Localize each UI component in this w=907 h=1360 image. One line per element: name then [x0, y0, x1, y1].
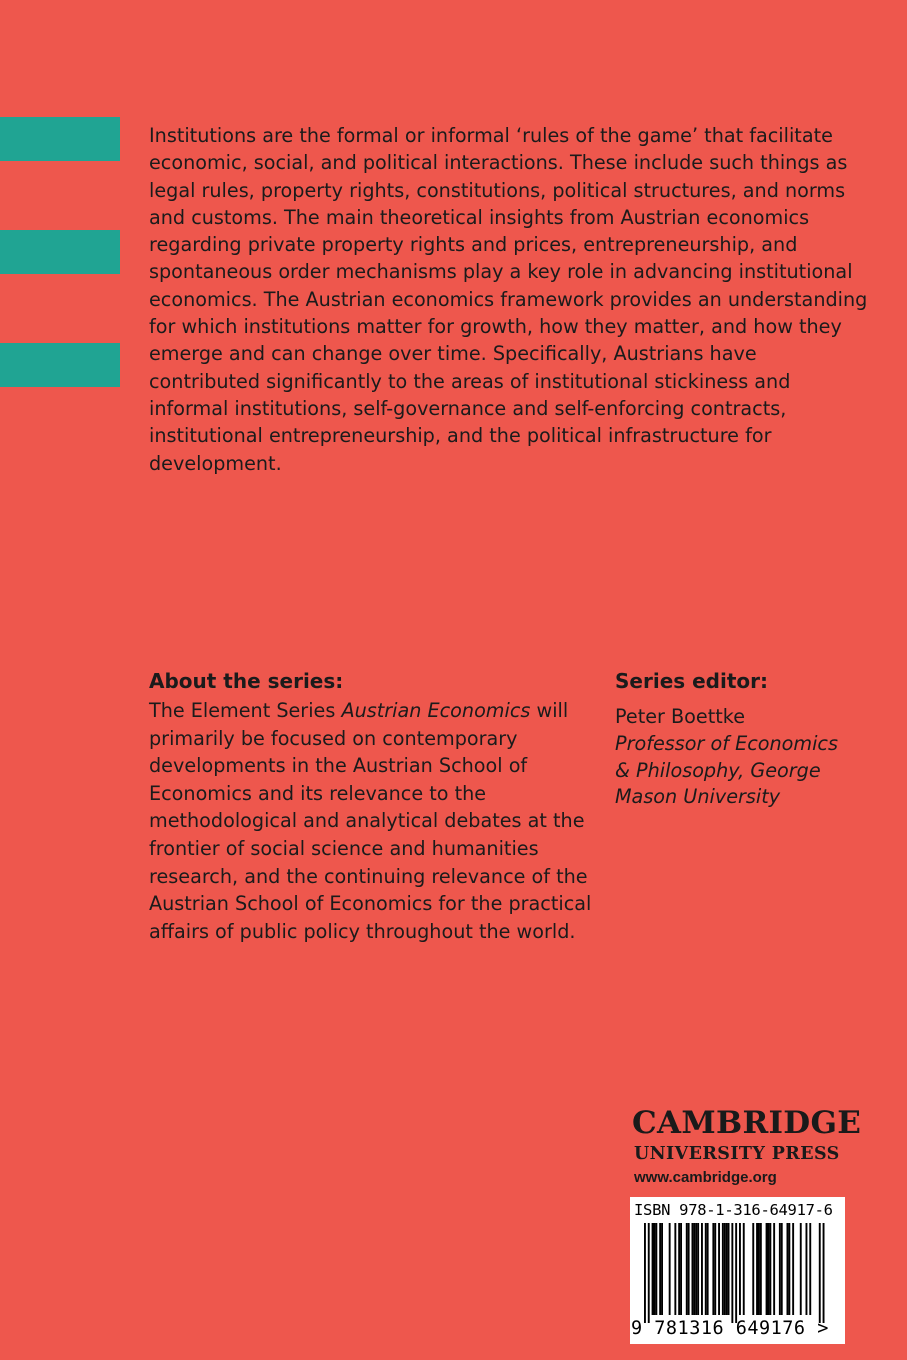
publisher-logo-subtitle: UNIVERSITY PRESS	[634, 1144, 840, 1164]
isbn-label: ISBN 978-1-316-64917-6	[634, 1201, 833, 1219]
barcode-bar	[688, 1223, 690, 1315]
barcode-bar	[648, 1223, 650, 1323]
barcode-bar	[678, 1223, 680, 1315]
barcode-bar	[768, 1223, 770, 1315]
book-blurb: Institutions are the formal or informal ‘rules of the game’ that facilitate economic, social, and political interactions. These include such things as legal rules, property rights, constitutions, political structures, and norms and customs. The main theoretical insights from Austrian economics regarding private property rights and prices, entrepreneurship, and spontaneous order mechanisms play a key role in advancing institutional economics. The Austrian economics framework provides an understanding for which institutions matter for growth, how they matter, and how they emerge and can change over time. Specifically, Austrians have contributed significantly to the areas of institutional stickiness and informal institutions, self-governance and self-enforcing contracts, institutional entrepreneurship, and the political infrastructure for development.	[149, 124, 868, 475]
barcode-bar	[792, 1223, 794, 1315]
accent-bar-middle	[0, 230, 120, 274]
barcode-bar	[800, 1223, 802, 1315]
barcode-bar	[731, 1223, 733, 1323]
barcode-bar	[760, 1223, 762, 1315]
barcode-bar	[693, 1223, 695, 1315]
barcode-bar	[701, 1223, 703, 1315]
barcode-bar	[661, 1223, 663, 1315]
barcode-bar	[652, 1223, 654, 1315]
barcode-bar	[752, 1223, 754, 1315]
about-series-heading: About the series:	[149, 669, 344, 693]
barcode-bar	[674, 1223, 676, 1315]
barcode-bar	[697, 1223, 699, 1315]
barcode-bar	[756, 1223, 758, 1315]
series-editor-role: Professor of Economics & Philosophy, George Mason University	[615, 732, 838, 808]
barcode-bar	[669, 1223, 671, 1315]
barcode-bar	[692, 1223, 694, 1315]
barcode-bar	[788, 1223, 790, 1315]
barcode-bar	[680, 1223, 682, 1315]
about-series-body: will primarily be focused on contemporary developments in the Austrian School of Economics and its relevance to the methodological and analytical debates at the frontier of social science and humanities research, and the continuing relevance of the Austrian School of Economics for the practical affairs of public policy throughout the world.	[149, 699, 592, 943]
barcode-bar	[743, 1223, 745, 1315]
barcode-bar	[823, 1223, 825, 1323]
about-series-intro: The Element Series	[149, 699, 336, 722]
barcode-bar	[769, 1223, 771, 1315]
barcode-bar	[714, 1223, 716, 1315]
barcode-bar	[659, 1223, 661, 1315]
barcode-digits: 9 781316 649176 >	[631, 1318, 829, 1339]
about-series-text	[149, 697, 599, 945]
series-editor-name: Peter Boettke	[615, 705, 745, 728]
barcode-bar	[705, 1223, 707, 1315]
barcode-bar	[695, 1223, 697, 1315]
barcode-bar	[722, 1223, 724, 1315]
barcode-bar	[806, 1223, 808, 1315]
barcode-bar	[726, 1223, 728, 1315]
barcode-bar	[787, 1223, 789, 1315]
barcode-bar	[779, 1223, 781, 1315]
barcode-bar	[728, 1223, 730, 1315]
publisher-logo-name: CAMBRIDGE	[632, 1105, 862, 1141]
accent-bar-top	[0, 117, 120, 161]
barcode-bar	[781, 1223, 783, 1315]
barcode-bar	[735, 1223, 737, 1323]
barcode-bar	[718, 1223, 720, 1315]
publisher-url: www.cambridge.org	[634, 1169, 777, 1186]
barcode-bar	[809, 1223, 811, 1315]
series-editor-heading: Series editor:	[615, 669, 769, 693]
barcode-bar	[644, 1223, 646, 1323]
barcode-bar	[739, 1223, 741, 1315]
barcode-bar	[819, 1223, 821, 1323]
accent-bar-bottom	[0, 343, 120, 387]
barcode-bar	[758, 1223, 760, 1315]
barcode-bar	[712, 1223, 714, 1315]
barcode-bar	[655, 1223, 657, 1315]
barcode-icon	[630, 1223, 845, 1323]
series-name: Austrian Economics	[341, 699, 531, 722]
barcode-bar	[773, 1223, 775, 1315]
barcode-bar	[707, 1223, 709, 1315]
barcode-bar	[654, 1223, 656, 1315]
barcode-bar	[686, 1223, 688, 1315]
barcode-bar	[724, 1223, 726, 1315]
barcode-panel	[630, 1197, 845, 1344]
barcode-bar	[766, 1223, 768, 1315]
